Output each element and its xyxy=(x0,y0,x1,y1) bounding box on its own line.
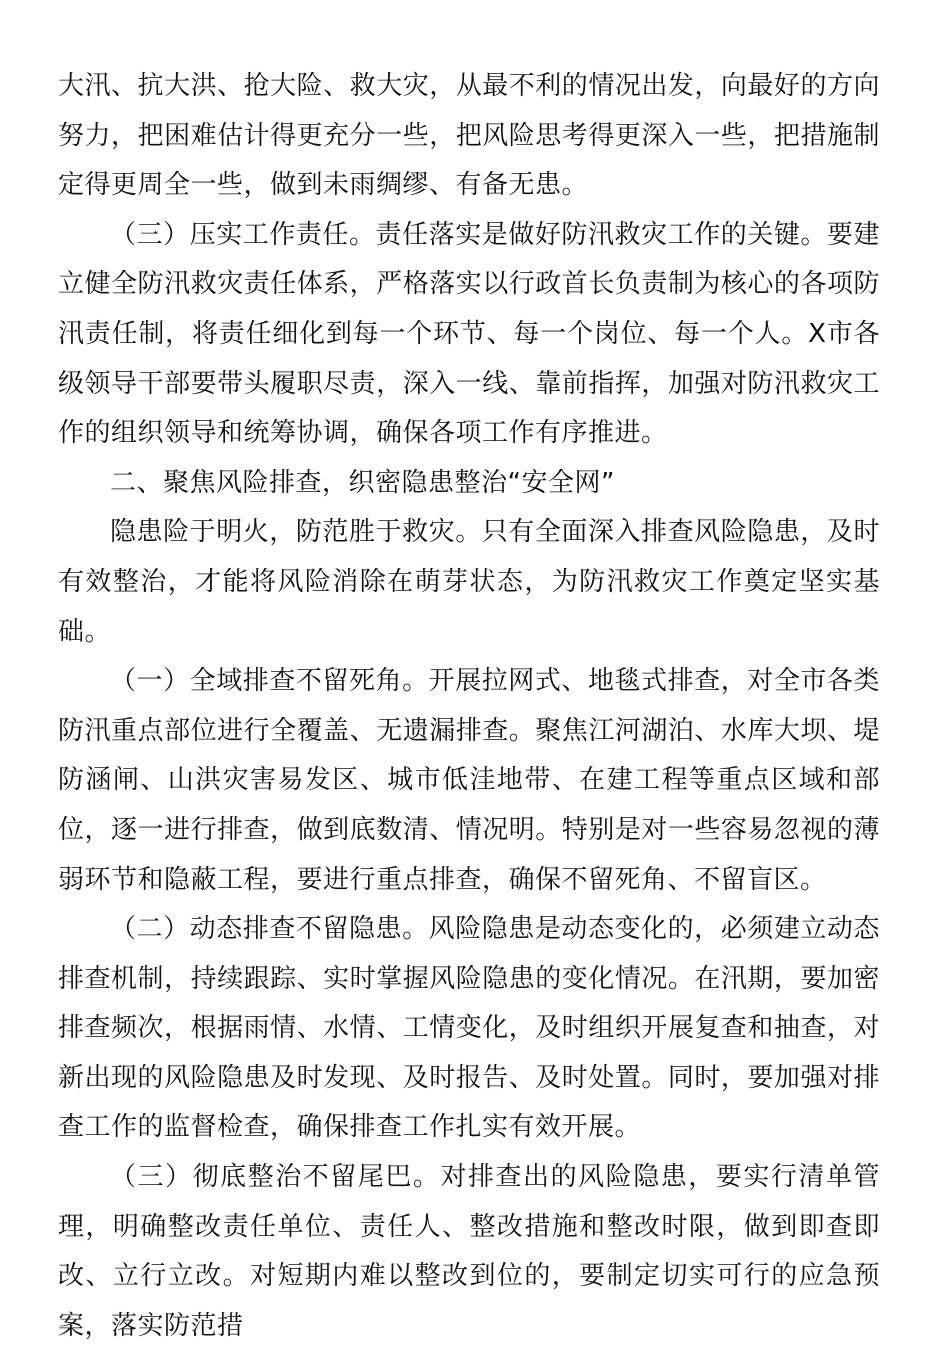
paragraph-risk-intro: 隐患险于明火，防范胜于救灾。只有全面深入排查风险隐患，及时有效整治，才能将风险消除在萌芽状态，为防汛救灾工作奠定坚实基础。 xyxy=(58,517,880,647)
paragraph-full-coverage-screening: （一）全域排查不留死角。开展拉网式、地毯式排查，对全市各类防汛重点部位进行全覆盖、无遗漏排查。聚焦江河湖泊、水库大坝、堤防涵闸、山洪灾害易发区、城市低洼地带、在建工程等重点区域和部位，逐一进行排查，做到底数清、情况明。特别是对一些容易忽视的薄弱环节和隐蔽工程，要进行重点排查，确保不留死角、不留盲区。 xyxy=(58,666,880,895)
section-heading-risk-screening: 二、聚焦风险排查，织密隐患整治“安全网” xyxy=(110,467,615,498)
paragraph-continuation: 大汛、抗大洪、抢大险、救大灾，从最不利的情况出发，向最好的方向努力，把困难估计得更充分一些，把风险思考得更深入一些，把措施制定得更周全一些，做到未雨绸缪、有备无患。 xyxy=(58,71,880,201)
paragraph-thorough-rectification: （三）彻底整治不留尾巴。对排查出的风险隐患，要实行清单管理，明确整改责任单位、责任人、整改措施和整改时限，做到即查即改、立行立改。对短期内难以整改到位的，要制定切实可行的应急预案，落实防范措 xyxy=(58,1162,880,1341)
paragraph-responsibility: （三）压实工作责任。责任落实是做好防汛救灾工作的关键。要建立健全防汛救灾责任体系，严格落实以行政首长负责制为核心的各项防汛责任制，将责任细化到每一个环节、每一个岗位、每一个人。X市各级领导干部要带头履职尽责，深入一线、靠前指挥，加强对防汛救灾工作的组织领导和统筹协调，确保各项工作有序推进。 xyxy=(58,219,880,449)
document-body xyxy=(58,62,880,1351)
paragraph-dynamic-screening: （二）动态排查不留隐患。风险隐患是动态变化的，必须建立动态排查机制，持续跟踪、实时掌握风险隐患的变化情况。在汛期，要加密排查频次，根据雨情、水情、工情变化，及时组织开展复查和抽查，对新出现的风险隐患及时发现、及时报告、及时处置。同时，要加强对排查工作的监督检查，确保排查工作扎实有效开展。 xyxy=(58,914,880,1143)
